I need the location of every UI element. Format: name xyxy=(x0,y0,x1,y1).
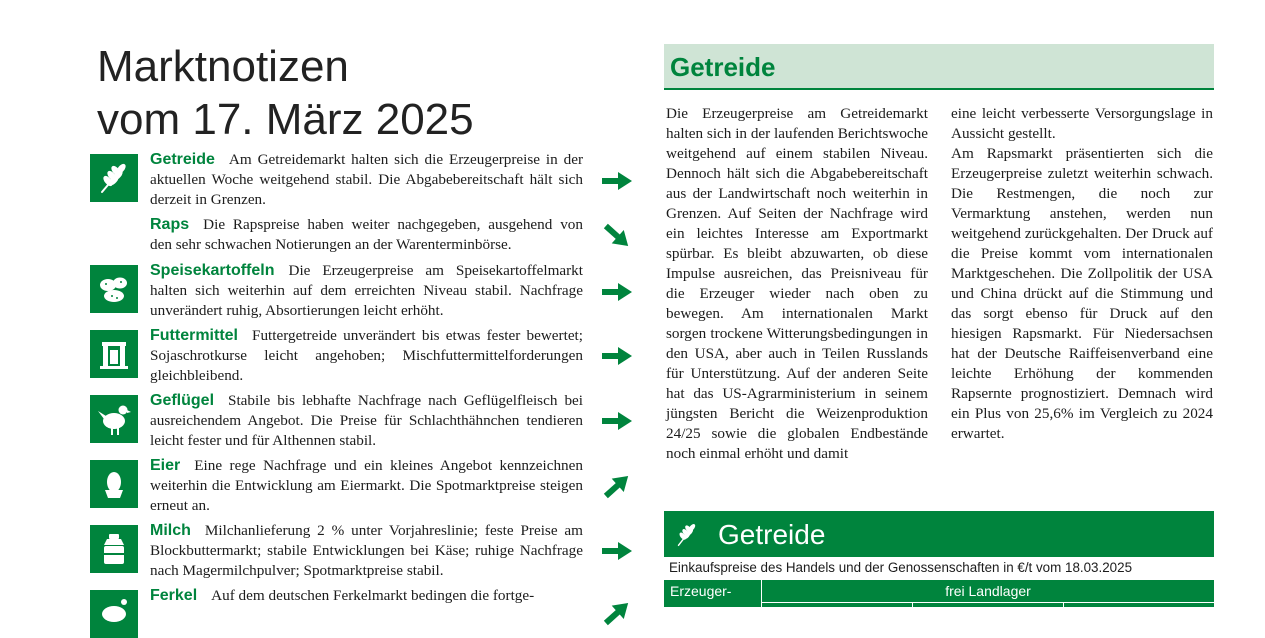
arrow-down-right-icon xyxy=(600,221,634,251)
feed-silo-icon xyxy=(90,330,138,378)
arrow-right-icon xyxy=(600,341,634,371)
article-column-2 xyxy=(951,104,1213,444)
section-title: Getreide xyxy=(670,52,776,82)
wheat-icon xyxy=(670,517,704,551)
arrow-right-icon xyxy=(600,406,634,436)
item-name: Futtermittel xyxy=(150,327,238,344)
item-name: Geflügel xyxy=(150,392,215,409)
table-subheader-cell xyxy=(913,603,1063,607)
page-title-line1: Marktnotizen xyxy=(97,42,349,91)
article-paragraph: Die Erzeugerpreise am Getreidemarkt halten sich in der laufenden Berichtswoche weitgehend auf einem stabilen Niveau. Dennoch hält sich die Abgabebereitschaft aus der Landwirtschaft noch weiterhin in Grenzen. Auf Seiten der Nachfrage wird ein leichtes Interesse am Exportmarkt spürbar. Es bleibt abzuwarten, ob diese Impulse ausreichen, das Preisniveau für die Erzeuger wieder nach oben zu bewegen. Am internationalen Markt sorgen trockene Witterungsbedingungen in den USA, aber auch in Teilen Russlands für Unterstützung. Auf der anderen Seite hat das US-Agrarministerium in seinem jüngsten Bericht die Weizenproduktion 24/25 sowie die globalen Endbestände noch einmal erhöht und damit xyxy=(666,105,928,462)
arrow-right-icon xyxy=(600,166,634,196)
item-text: Futtergetreide unverändert bis etwas fester bewertet; Sojaschrotkurse leicht angehoben; Mischfuttermittelforderungen gleichbleibend. xyxy=(150,327,583,384)
table-subheader-cell xyxy=(762,603,912,607)
item-name: Getreide xyxy=(150,151,215,168)
article-column-1 xyxy=(666,104,928,464)
section-header xyxy=(664,44,1214,90)
item-text: Die Rapspreise haben weiter nachgegeben, ausgehend von den sehr schwachen Notierungen an der Warenterminbörse. xyxy=(150,216,583,253)
milk-can-icon xyxy=(90,525,138,573)
item-name: Speisekartoffeln xyxy=(150,262,275,279)
table-subtitle: Einkaufspreise des Handels und der Genossenschaften in €/t vom 18.03.2025 xyxy=(669,560,1133,575)
table-header-right: frei Landlager xyxy=(762,580,1214,602)
potato-icon xyxy=(90,265,138,313)
item-text: Stabile bis lebhafte Nachfrage nach Geflügelfleisch bei ausreichendem Angebot. Die Preise für Schlachthähnchen tendieren leicht fester und für Althennen stabil. xyxy=(150,392,583,449)
item-text: Milchanlieferung 2 % unter Vorjahreslinie; feste Preise am Blockbuttermarkt; stabile Entwicklungen bei Käse; ruhige Nachfrage nach Magermilchpulver; Spotmarktpreise stabil. xyxy=(150,522,583,579)
arrow-up-right-icon xyxy=(600,598,634,628)
arrow-right-icon xyxy=(600,277,634,307)
price-table xyxy=(664,580,1214,607)
arrow-right-icon xyxy=(600,536,634,566)
item-name: Eier xyxy=(150,457,181,474)
item-name: Ferkel xyxy=(150,587,198,604)
wheat-icon xyxy=(90,154,138,202)
piglet-icon xyxy=(90,590,138,638)
item-text: Eine rege Nachfrage und ein kleines Angebot kennzeichnen weiterhin die Entwicklung am Eiermarkt. Die Spotmarktpreise steigen erneut an. xyxy=(150,457,583,514)
page-title xyxy=(97,40,474,146)
item-text: Auf dem deutschen Ferkelmarkt bedingen die fortge- xyxy=(211,587,535,604)
arrow-up-right-icon xyxy=(600,471,634,501)
chicken-icon xyxy=(90,395,138,443)
egg-icon xyxy=(90,460,138,508)
item-name: Raps xyxy=(150,216,190,233)
item-text: Am Getreidemarkt halten sich die Erzeugerpreise in der aktuellen Woche weitgehend stabil. Die Abgabebereitschaft hält sich derzeit in Grenzen. xyxy=(150,151,583,208)
article-paragraph: eine leicht verbesserte Versorgungslage in Aussicht gestellt. xyxy=(951,105,1213,142)
item-text: Die Erzeugerpreise am Speisekartoffelmarkt halten sich weiterhin auf dem erreichten Niveau stabil. Nachfrage unverändert ruhig, Absortierungen leicht erhöht. xyxy=(150,262,583,319)
table-title: Getreide xyxy=(718,519,826,550)
article-paragraph: Am Rapsmarkt präsentierten sich die Erzeugerpreise zuletzt weiterhin schwach. Die Restmengen, die noch zur Vermarktung anstehen, werden nun weitgehend zurückgehalten. Der Druck auf die Preise kommt vom internationalen Marktgeschehen. Die Zollpolitik der USA und China drückt auf die Stimmung und das sorgt ebenso für Druck auf den hiesigen Rapsmarkt. Für Niedersachsen hat der Deutsche Raiffeisenverband eine leichte Erhöhung der kommenden Rapsernte prognostiziert. Demnach wird ein Plus von 25,6% im Vergleich zu 2024 erwartet. xyxy=(951,145,1213,442)
table-header-left: Erzeuger- xyxy=(664,580,761,607)
page-title-line2: vom 17. März 2025 xyxy=(97,95,474,144)
table-subheader-cell xyxy=(1064,603,1214,607)
item-name: Milch xyxy=(150,522,191,539)
table-header-bar xyxy=(664,511,1214,557)
